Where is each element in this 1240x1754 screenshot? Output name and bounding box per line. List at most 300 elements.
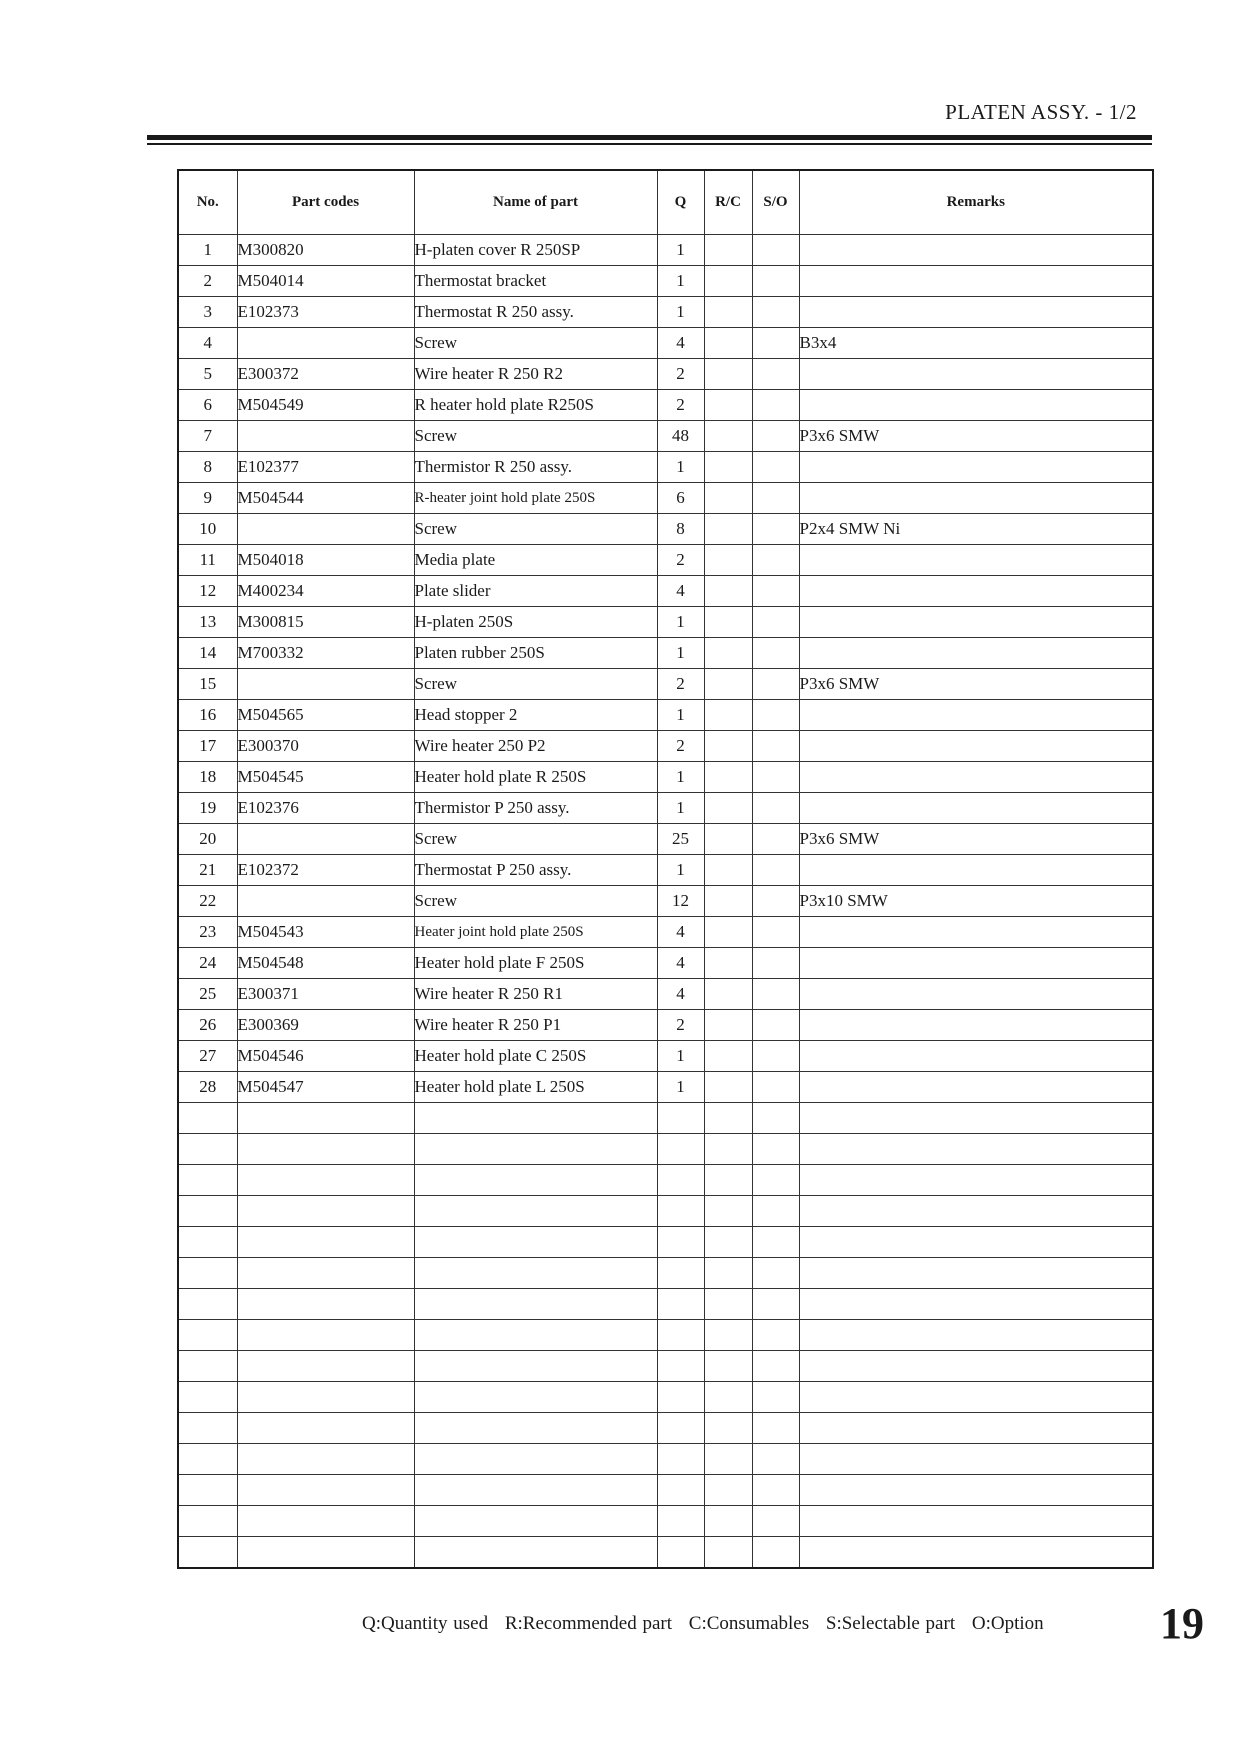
empty-table-row	[178, 1351, 1153, 1382]
part-code-cell	[237, 1134, 414, 1165]
quantity-cell: 1	[657, 607, 704, 638]
quantity-cell: 2	[657, 731, 704, 762]
part-name-cell: R heater hold plate R250S	[414, 390, 657, 421]
quantity-cell: 1	[657, 700, 704, 731]
remarks-cell	[799, 1010, 1153, 1041]
part-name-cell: Platen rubber 250S	[414, 638, 657, 669]
part-name-cell: Heater joint hold plate 250S	[414, 917, 657, 948]
part-code-cell: E300369	[237, 1010, 414, 1041]
row-number-cell: 1	[178, 235, 237, 266]
part-code-cell: E102373	[237, 297, 414, 328]
quantity-cell	[657, 1103, 704, 1134]
remarks-cell	[799, 1227, 1153, 1258]
rc-flag-cell	[704, 1475, 752, 1506]
column-header-rc: R/C	[704, 170, 752, 235]
part-code-cell	[237, 1227, 414, 1258]
part-name-cell: Wire heater 250 P2	[414, 731, 657, 762]
quantity-cell: 2	[657, 669, 704, 700]
quantity-cell: 48	[657, 421, 704, 452]
remarks-cell	[799, 1320, 1153, 1351]
rc-flag-cell	[704, 917, 752, 948]
so-flag-cell	[752, 1196, 799, 1227]
table-row	[178, 328, 1153, 359]
part-name-cell: Thermostat R 250 assy.	[414, 297, 657, 328]
rc-flag-cell	[704, 1258, 752, 1289]
table-row	[178, 452, 1153, 483]
quantity-cell	[657, 1351, 704, 1382]
part-code-cell	[237, 1506, 414, 1537]
part-name-cell: Thermistor P 250 assy.	[414, 793, 657, 824]
table-row	[178, 359, 1153, 390]
empty-table-row	[178, 1537, 1153, 1569]
remarks-cell	[799, 266, 1153, 297]
quantity-cell: 4	[657, 576, 704, 607]
so-flag-cell	[752, 1134, 799, 1165]
row-number-cell: 5	[178, 359, 237, 390]
row-number-cell: 14	[178, 638, 237, 669]
row-number-cell: 19	[178, 793, 237, 824]
legend-selectable: S:Selectable part	[825, 1613, 956, 1634]
part-code-cell: M300815	[237, 607, 414, 638]
row-number-cell	[178, 1413, 237, 1444]
quantity-cell: 1	[657, 1041, 704, 1072]
part-name-cell: Screw	[414, 824, 657, 855]
rc-flag-cell	[704, 1165, 752, 1196]
parts-table	[177, 169, 1154, 1569]
part-code-cell: M504546	[237, 1041, 414, 1072]
part-name-cell: Head stopper 2	[414, 700, 657, 731]
remarks-cell	[799, 855, 1153, 886]
remarks-cell	[799, 545, 1153, 576]
part-code-cell	[237, 328, 414, 359]
row-number-cell	[178, 1258, 237, 1289]
row-number-cell: 7	[178, 421, 237, 452]
table-row	[178, 1072, 1153, 1103]
empty-table-row	[178, 1289, 1153, 1320]
page-number: 19	[1160, 1599, 1204, 1648]
remarks-cell	[799, 359, 1153, 390]
parts-table-body	[178, 235, 1153, 1569]
part-name-cell	[414, 1165, 657, 1196]
so-flag-cell	[752, 452, 799, 483]
row-number-cell: 8	[178, 452, 237, 483]
part-code-cell: M504565	[237, 700, 414, 731]
rc-flag-cell	[704, 1010, 752, 1041]
remarks-cell	[799, 1258, 1153, 1289]
quantity-cell: 2	[657, 359, 704, 390]
so-flag-cell	[752, 855, 799, 886]
so-flag-cell	[752, 1289, 799, 1320]
rc-flag-cell	[704, 576, 752, 607]
rc-flag-cell	[704, 979, 752, 1010]
part-name-cell: Wire heater R 250 R1	[414, 979, 657, 1010]
remarks-cell: P3x10 SMW	[799, 886, 1153, 917]
remarks-cell	[799, 1413, 1153, 1444]
footer-legend	[362, 1613, 1055, 1635]
row-number-cell	[178, 1444, 237, 1475]
table-header-row	[178, 170, 1153, 235]
part-name-cell: Heater hold plate F 250S	[414, 948, 657, 979]
quantity-cell: 2	[657, 390, 704, 421]
part-code-cell: E102376	[237, 793, 414, 824]
part-name-cell	[414, 1537, 657, 1569]
quantity-cell: 1	[657, 855, 704, 886]
so-flag-cell	[752, 607, 799, 638]
table-row	[178, 266, 1153, 297]
row-number-cell	[178, 1134, 237, 1165]
part-code-cell: M504014	[237, 266, 414, 297]
row-number-cell: 6	[178, 390, 237, 421]
rc-flag-cell	[704, 1196, 752, 1227]
remarks-cell: P3x6 SMW	[799, 669, 1153, 700]
column-header-remarks: Remarks	[799, 170, 1153, 235]
quantity-cell	[657, 1165, 704, 1196]
part-name-cell: Screw	[414, 421, 657, 452]
so-flag-cell	[752, 1258, 799, 1289]
so-flag-cell	[752, 669, 799, 700]
rc-flag-cell	[704, 948, 752, 979]
quantity-cell: 1	[657, 266, 704, 297]
rc-flag-cell	[704, 607, 752, 638]
rc-flag-cell	[704, 638, 752, 669]
so-flag-cell	[752, 1072, 799, 1103]
empty-table-row	[178, 1506, 1153, 1537]
part-name-cell: Wire heater R 250 P1	[414, 1010, 657, 1041]
remarks-cell: P3x6 SMW	[799, 824, 1153, 855]
row-number-cell	[178, 1320, 237, 1351]
part-code-cell: M504544	[237, 483, 414, 514]
remarks-cell	[799, 1537, 1153, 1569]
remarks-cell: B3x4	[799, 328, 1153, 359]
row-number-cell: 18	[178, 762, 237, 793]
part-name-cell: Heater hold plate R 250S	[414, 762, 657, 793]
part-code-cell: M700332	[237, 638, 414, 669]
quantity-cell	[657, 1134, 704, 1165]
part-name-cell: Plate slider	[414, 576, 657, 607]
empty-table-row	[178, 1413, 1153, 1444]
row-number-cell: 17	[178, 731, 237, 762]
table-row	[178, 421, 1153, 452]
part-code-cell	[237, 1289, 414, 1320]
remarks-cell	[799, 1351, 1153, 1382]
rc-flag-cell	[704, 1537, 752, 1569]
quantity-cell: 4	[657, 948, 704, 979]
table-row	[178, 483, 1153, 514]
table-row	[178, 731, 1153, 762]
row-number-cell: 16	[178, 700, 237, 731]
part-code-cell	[237, 1351, 414, 1382]
empty-table-row	[178, 1103, 1153, 1134]
column-header-part-codes: Part codes	[237, 170, 414, 235]
rc-flag-cell	[704, 266, 752, 297]
remarks-cell	[799, 793, 1153, 824]
quantity-cell	[657, 1258, 704, 1289]
so-flag-cell	[752, 948, 799, 979]
part-code-cell: M504545	[237, 762, 414, 793]
quantity-cell: 1	[657, 793, 704, 824]
part-code-cell	[237, 1196, 414, 1227]
part-name-cell	[414, 1444, 657, 1475]
row-number-cell: 22	[178, 886, 237, 917]
remarks-cell	[799, 638, 1153, 669]
part-name-cell: H-platen 250S	[414, 607, 657, 638]
part-name-cell	[414, 1134, 657, 1165]
empty-table-row	[178, 1320, 1153, 1351]
rc-flag-cell	[704, 1444, 752, 1475]
remarks-cell	[799, 235, 1153, 266]
table-row	[178, 390, 1153, 421]
empty-table-row	[178, 1258, 1153, 1289]
part-name-cell: Heater hold plate L 250S	[414, 1072, 657, 1103]
rc-flag-cell	[704, 886, 752, 917]
table-row	[178, 762, 1153, 793]
so-flag-cell	[752, 390, 799, 421]
quantity-cell: 2	[657, 545, 704, 576]
so-flag-cell	[752, 297, 799, 328]
part-code-cell	[237, 1382, 414, 1413]
quantity-cell: 1	[657, 762, 704, 793]
part-code-cell: E102377	[237, 452, 414, 483]
table-row	[178, 886, 1153, 917]
rc-flag-cell	[704, 793, 752, 824]
table-row	[178, 793, 1153, 824]
part-code-cell	[237, 1413, 414, 1444]
part-name-cell	[414, 1320, 657, 1351]
rc-flag-cell	[704, 1289, 752, 1320]
remarks-cell	[799, 1444, 1153, 1475]
part-name-cell: Screw	[414, 328, 657, 359]
part-name-cell: Wire heater R 250 R2	[414, 359, 657, 390]
part-name-cell: Thermostat bracket	[414, 266, 657, 297]
part-code-cell	[237, 824, 414, 855]
part-code-cell	[237, 669, 414, 700]
table-row	[178, 700, 1153, 731]
remarks-cell	[799, 390, 1153, 421]
part-name-cell: R-heater joint hold plate 250S	[414, 483, 657, 514]
rc-flag-cell	[704, 1320, 752, 1351]
part-code-cell	[237, 1444, 414, 1475]
part-name-cell: Thermistor R 250 assy.	[414, 452, 657, 483]
row-number-cell	[178, 1289, 237, 1320]
rc-flag-cell	[704, 1134, 752, 1165]
quantity-cell: 1	[657, 638, 704, 669]
so-flag-cell	[752, 1320, 799, 1351]
so-flag-cell	[752, 1227, 799, 1258]
part-code-cell: M504543	[237, 917, 414, 948]
table-row	[178, 1010, 1153, 1041]
row-number-cell	[178, 1506, 237, 1537]
part-name-cell: Screw	[414, 669, 657, 700]
table-row	[178, 607, 1153, 638]
so-flag-cell	[752, 979, 799, 1010]
so-flag-cell	[752, 1382, 799, 1413]
part-name-cell: Screw	[414, 514, 657, 545]
table-row	[178, 638, 1153, 669]
table-row	[178, 824, 1153, 855]
quantity-cell	[657, 1289, 704, 1320]
legend-consumables: C:Consumables	[688, 1613, 810, 1634]
row-number-cell: 11	[178, 545, 237, 576]
part-name-cell	[414, 1258, 657, 1289]
part-name-cell	[414, 1475, 657, 1506]
remarks-cell	[799, 700, 1153, 731]
part-code-cell: M400234	[237, 576, 414, 607]
rc-flag-cell	[704, 1072, 752, 1103]
so-flag-cell	[752, 1351, 799, 1382]
row-number-cell: 3	[178, 297, 237, 328]
part-code-cell	[237, 514, 414, 545]
quantity-cell: 1	[657, 1072, 704, 1103]
remarks-cell	[799, 948, 1153, 979]
row-number-cell: 23	[178, 917, 237, 948]
row-number-cell	[178, 1196, 237, 1227]
row-number-cell: 4	[178, 328, 237, 359]
part-name-cell	[414, 1506, 657, 1537]
rc-flag-cell	[704, 1413, 752, 1444]
part-code-cell: E300370	[237, 731, 414, 762]
row-number-cell	[178, 1537, 237, 1569]
row-number-cell	[178, 1227, 237, 1258]
part-code-cell: E300372	[237, 359, 414, 390]
remarks-cell	[799, 297, 1153, 328]
quantity-cell: 25	[657, 824, 704, 855]
rc-flag-cell	[704, 1041, 752, 1072]
column-header-no: No.	[178, 170, 237, 235]
column-header-so: S/O	[752, 170, 799, 235]
so-flag-cell	[752, 1010, 799, 1041]
remarks-cell	[799, 1134, 1153, 1165]
part-code-cell	[237, 1320, 414, 1351]
so-flag-cell	[752, 266, 799, 297]
row-number-cell	[178, 1382, 237, 1413]
quantity-cell	[657, 1506, 704, 1537]
so-flag-cell	[752, 359, 799, 390]
so-flag-cell	[752, 731, 799, 762]
empty-table-row	[178, 1475, 1153, 1506]
part-name-cell: Screw	[414, 886, 657, 917]
so-flag-cell	[752, 700, 799, 731]
part-name-cell	[414, 1351, 657, 1382]
table-row	[178, 235, 1153, 266]
remarks-cell: P2x4 SMW Ni	[799, 514, 1153, 545]
quantity-cell	[657, 1413, 704, 1444]
rc-flag-cell	[704, 421, 752, 452]
row-number-cell: 28	[178, 1072, 237, 1103]
table-row	[178, 545, 1153, 576]
empty-table-row	[178, 1134, 1153, 1165]
row-number-cell: 2	[178, 266, 237, 297]
so-flag-cell	[752, 545, 799, 576]
empty-table-row	[178, 1165, 1153, 1196]
row-number-cell: 13	[178, 607, 237, 638]
quantity-cell: 6	[657, 483, 704, 514]
part-name-cell	[414, 1227, 657, 1258]
row-number-cell: 20	[178, 824, 237, 855]
empty-table-row	[178, 1227, 1153, 1258]
so-flag-cell	[752, 1165, 799, 1196]
table-row	[178, 1041, 1153, 1072]
part-code-cell: M504018	[237, 545, 414, 576]
table-row	[178, 576, 1153, 607]
row-number-cell	[178, 1165, 237, 1196]
quantity-cell: 1	[657, 297, 704, 328]
quantity-cell	[657, 1382, 704, 1413]
remarks-cell	[799, 1196, 1153, 1227]
row-number-cell	[178, 1103, 237, 1134]
rc-flag-cell	[704, 824, 752, 855]
row-number-cell	[178, 1475, 237, 1506]
so-flag-cell	[752, 762, 799, 793]
row-number-cell: 27	[178, 1041, 237, 1072]
so-flag-cell	[752, 1475, 799, 1506]
row-number-cell: 15	[178, 669, 237, 700]
part-code-cell	[237, 1103, 414, 1134]
row-number-cell: 10	[178, 514, 237, 545]
remarks-cell	[799, 979, 1153, 1010]
so-flag-cell	[752, 1506, 799, 1537]
so-flag-cell	[752, 514, 799, 545]
page-header-title: PLATEN ASSY. - 1/2	[945, 100, 1137, 124]
quantity-cell: 4	[657, 917, 704, 948]
rc-flag-cell	[704, 483, 752, 514]
header-rule-thin	[147, 143, 1152, 145]
so-flag-cell	[752, 638, 799, 669]
rc-flag-cell	[704, 1351, 752, 1382]
part-name-cell: Media plate	[414, 545, 657, 576]
row-number-cell: 9	[178, 483, 237, 514]
quantity-cell: 1	[657, 235, 704, 266]
remarks-cell	[799, 1382, 1153, 1413]
part-code-cell: M504547	[237, 1072, 414, 1103]
part-name-cell	[414, 1196, 657, 1227]
quantity-cell	[657, 1196, 704, 1227]
row-number-cell: 26	[178, 1010, 237, 1041]
part-name-cell: Heater hold plate C 250S	[414, 1041, 657, 1072]
remarks-cell	[799, 762, 1153, 793]
row-number-cell: 25	[178, 979, 237, 1010]
rc-flag-cell	[704, 700, 752, 731]
part-code-cell	[237, 886, 414, 917]
quantity-cell: 12	[657, 886, 704, 917]
so-flag-cell	[752, 1413, 799, 1444]
rc-flag-cell	[704, 1227, 752, 1258]
table-row	[178, 669, 1153, 700]
part-code-cell: E102372	[237, 855, 414, 886]
remarks-cell	[799, 1041, 1153, 1072]
remarks-cell	[799, 452, 1153, 483]
rc-flag-cell	[704, 1506, 752, 1537]
table-row	[178, 297, 1153, 328]
quantity-cell: 1	[657, 452, 704, 483]
legend-quantity: Q:Quantity used	[362, 1613, 489, 1634]
remarks-cell	[799, 731, 1153, 762]
part-code-cell	[237, 1258, 414, 1289]
part-code-cell	[237, 421, 414, 452]
part-code-cell	[237, 1475, 414, 1506]
remarks-cell: P3x6 SMW	[799, 421, 1153, 452]
so-flag-cell	[752, 1041, 799, 1072]
rc-flag-cell	[704, 514, 752, 545]
part-name-cell	[414, 1382, 657, 1413]
so-flag-cell	[752, 576, 799, 607]
so-flag-cell	[752, 421, 799, 452]
part-code-cell: M504548	[237, 948, 414, 979]
legend-recommended: R:Recommended part	[504, 1613, 673, 1634]
row-number-cell: 21	[178, 855, 237, 886]
part-name-cell	[414, 1289, 657, 1320]
rc-flag-cell	[704, 328, 752, 359]
rc-flag-cell	[704, 545, 752, 576]
